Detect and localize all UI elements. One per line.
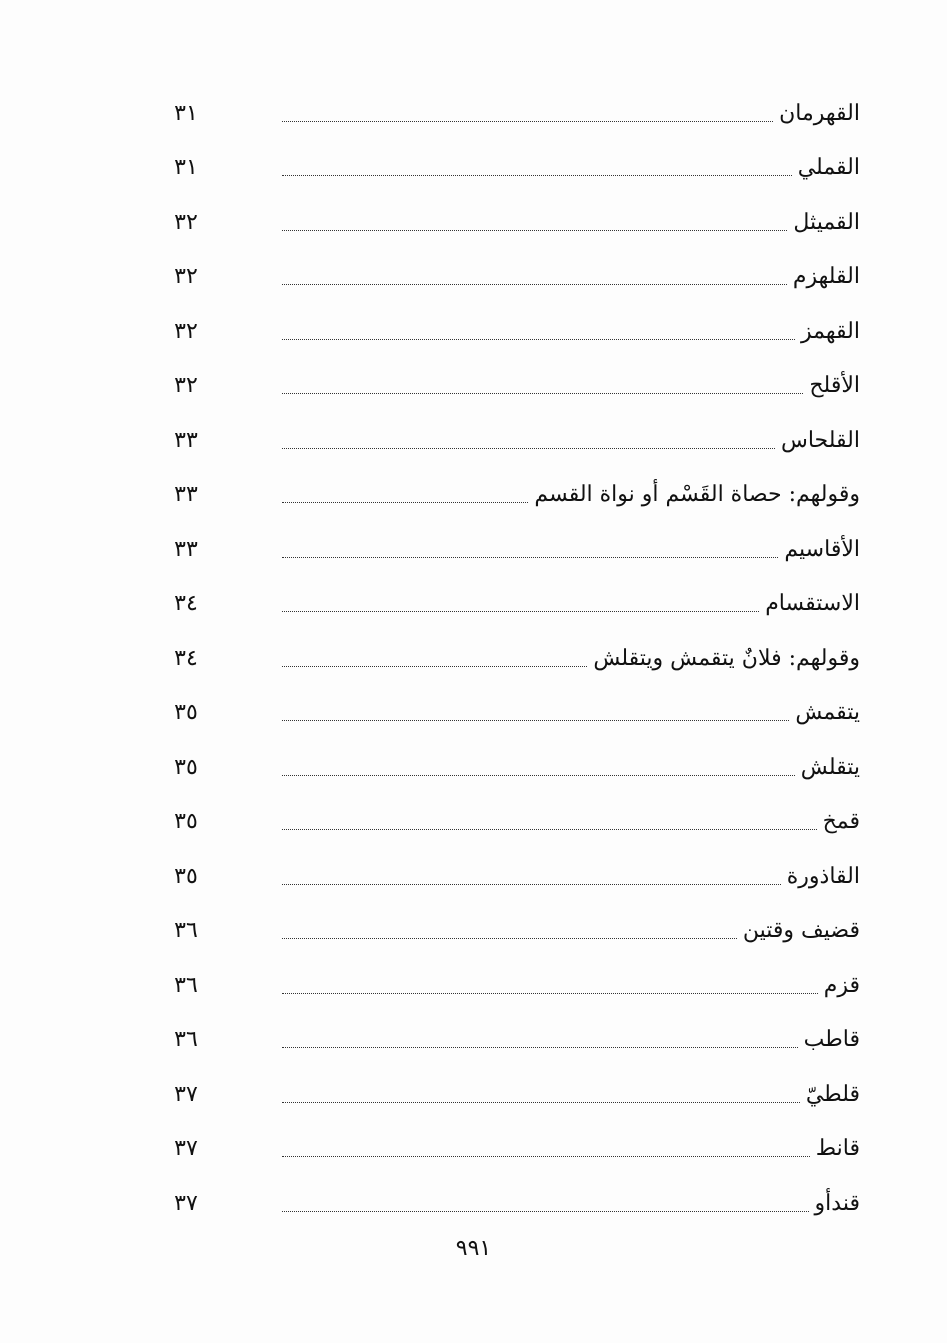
toc-entry <box>160 349 860 404</box>
toc-entry <box>160 512 860 567</box>
entry-page-number: ٣٤ <box>174 645 198 671</box>
entry-title: القميثل <box>793 209 860 235</box>
entry-title: القملي <box>797 155 860 180</box>
toc-entry <box>160 1003 860 1058</box>
dot-leader <box>282 937 737 939</box>
dot-leader <box>282 283 787 285</box>
dot-leader <box>282 665 587 667</box>
table-of-contents <box>160 76 860 1221</box>
entry-page-number: ٣٧ <box>174 1136 198 1161</box>
toc-entry <box>160 185 860 240</box>
toc-entry <box>160 948 860 1003</box>
toc-entry <box>160 458 860 513</box>
entry-title: قاطب <box>803 1027 860 1052</box>
entry-page-number: ٣٢ <box>174 318 198 344</box>
entry-title: الأقاسيم <box>784 536 860 562</box>
toc-entry <box>160 294 860 349</box>
entry-title: قانط <box>815 1136 860 1161</box>
entry-page-number: ٣٢ <box>174 209 198 235</box>
entry-title: القلهزم <box>792 264 860 289</box>
entry-page-number: ٣٧ <box>174 1081 198 1107</box>
entry-title: القلحاس <box>781 427 860 453</box>
entry-page-number: ٣٦ <box>174 918 198 943</box>
entry-page-number: ٣٥ <box>174 700 198 725</box>
entry-title: القاذورة <box>786 863 860 889</box>
dot-leader <box>282 828 817 830</box>
dot-leader <box>282 229 787 231</box>
dot-leader <box>282 338 795 340</box>
dot-leader <box>282 1210 809 1212</box>
entry-title: قلطيّ <box>805 1081 860 1107</box>
entry-page-number: ٣٣ <box>174 536 198 562</box>
dot-leader <box>282 883 781 885</box>
toc-entry <box>160 730 860 785</box>
dot-leader <box>282 174 792 176</box>
dot-leader <box>282 556 778 558</box>
toc-entry <box>160 894 860 949</box>
entry-page-number: ٣٥ <box>174 754 198 780</box>
entry-page-number: ٣٤ <box>174 591 198 616</box>
entry-title: القهمز <box>801 318 860 344</box>
entry-page-number: ٣٢ <box>174 373 198 398</box>
entry-page-number: ٣٥ <box>174 863 198 889</box>
entry-page-number: ٣٢ <box>174 264 198 289</box>
entry-page-number: ٣٣ <box>174 427 198 453</box>
dot-leader <box>282 719 789 721</box>
dot-leader <box>282 501 528 503</box>
toc-entry <box>160 1166 860 1221</box>
toc-entry <box>160 676 860 731</box>
dot-leader <box>282 447 775 449</box>
dot-leader <box>282 392 803 394</box>
dot-leader <box>282 610 759 612</box>
dot-leader <box>282 1046 798 1048</box>
entry-title: يتقمش <box>795 700 860 725</box>
toc-entry <box>160 1057 860 1112</box>
entry-page-number: ٣٦ <box>174 972 198 998</box>
entry-title: وقولهم: فلانٌ يتقمش ويتقلش <box>593 645 860 671</box>
entry-page-number: ٣١ <box>174 155 198 180</box>
dot-leader <box>282 992 818 994</box>
entry-page-number: ٣١ <box>174 100 198 126</box>
entry-title: الاستقسام <box>765 591 860 616</box>
entry-title: قزم <box>823 972 860 998</box>
entry-title: يتقلش <box>800 754 860 780</box>
page-folio-number: ٩٩١ <box>455 1236 492 1261</box>
entry-title: قمخ <box>822 809 860 834</box>
entry-title: وقولهم: حصاة القَسْم أو نواة القسم <box>534 482 860 507</box>
dot-leader <box>282 120 773 122</box>
entry-page-number: ٣٣ <box>174 482 198 507</box>
toc-entry <box>160 131 860 186</box>
toc-entry <box>160 785 860 840</box>
entry-title: قضيف وقتين <box>742 918 860 943</box>
entry-title: القهرمان <box>779 100 860 126</box>
toc-entry <box>160 621 860 676</box>
toc-entry <box>160 240 860 295</box>
entry-page-number: ٣٥ <box>174 809 198 834</box>
entry-page-number: ٣٧ <box>174 1190 198 1216</box>
dot-leader <box>282 1101 800 1103</box>
toc-entry <box>160 839 860 894</box>
toc-entry <box>160 76 860 131</box>
entry-title: الأقلح <box>809 373 860 398</box>
toc-entry <box>160 1112 860 1167</box>
dot-leader <box>282 774 795 776</box>
toc-entry <box>160 403 860 458</box>
toc-entry <box>160 567 860 622</box>
dot-leader <box>282 1155 810 1157</box>
entry-title: قندأو <box>814 1190 860 1216</box>
entry-page-number: ٣٦ <box>174 1027 198 1052</box>
